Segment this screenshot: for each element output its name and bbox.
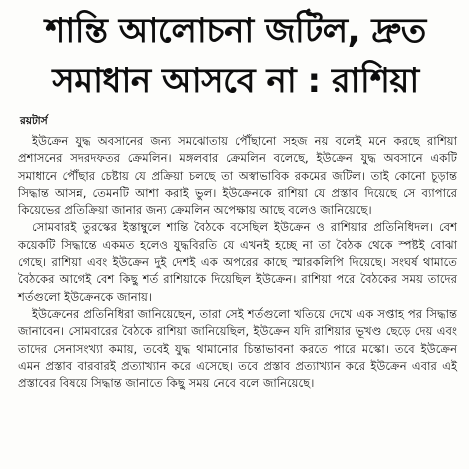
- article-paragraph-3: ইউক্রেনের প্রতিনিধিরা জানিয়েছেন, তারা সেই শর্তগুলো খতিয়ে দেখে এক সপ্তাহ পর সিদ্ধান্ত জানাবেন। সোমবারের বৈঠকে রাশিয়া জানিয়েছিল, ইউক্রেন যদি রাশিয়ার ভূখণ্ড ছেড়ে দেয় এবং তাদের সেনাসংখ্যা কমায়, তবেই যুদ্ধ থামানোর চিন্তাভাবনা করতে পারে মস্কো। তবে ইউক্রেন এমন প্রস্তাব বারবারই প্রত্যাখ্যান করে এসেছে। তবে প্রস্তাব প্রত্যাখ্যান করে ইউক্রেন এবার এই প্রস্তাবের বিষয়ে সিদ্ধান্ত জানাতে কিছু সময় নেবে বলে জানিয়েছে।: [18, 306, 457, 391]
- article-paragraph-2: সোমবারই তুরস্কের ইস্তাম্বুলে শান্তি বৈঠকে বসেছিল ইউক্রেন ও রাশিয়ার প্রতিনিধিদল। বেশ কয়েকটি সিদ্ধান্তে একমত হলেও যুদ্ধবিরতি যে এখনই হচ্ছে না তা বৈঠক থেকে স্পষ্টই বোঝা গেছে। রাশিয়া এবং ইউক্রেন দুই দেশই এক অপরের কাছে স্মারকলিপি দিয়েছে। সংঘর্ষ থামাতে বৈঠকের আগেই বেশ কিছু শর্ত রাশিয়াকে দিয়েছিল ইউক্রেন। রাশিয়া পরে বৈঠকের সময় তাদের শর্তগুলো ইউক্রেনকে জানায়।: [18, 220, 457, 304]
- article-paragraph-1: ইউক্রেন যুদ্ধ অবসানের জন্য সমঝোতায় পৌঁছানো সহজ নয় বলেই মনে করছে রাশিয়া প্রশাসনের সদরদফতর ক্রেমলিন। মঙ্গলবার ক্রেমলিন বলেছে, ইউক্রেন যুদ্ধ অবসানে একটি সমাধানে পৌঁছার চেষ্টায় যে প্রক্রিয়া চলছে তা অস্বাভাবিক রকমের জটিল। তাই কোনো চূড়ান্ত সিদ্ধান্ত আসন্ন, তেমনটি আশা করাই ভুল। ইউক্রেনকে রাশিয়া যে প্রস্তাব দিয়েছে সে ব্যাপারে কিয়েভের প্রতিক্রিয়া জানার জন্য ক্রেমলিন অপেক্ষায় আছে বলেও জানিয়েছে।: [18, 134, 457, 218]
- byline: রয়টার্স: [20, 115, 48, 127]
- article-body: [12, 133, 459, 392]
- headline-line-2: সমাধান আসবে না : রাশিয়া: [52, 61, 419, 101]
- headline: [12, 6, 459, 106]
- headline-line-1: শান্তি আলোচনা জটিল, দ্রুত: [45, 11, 426, 51]
